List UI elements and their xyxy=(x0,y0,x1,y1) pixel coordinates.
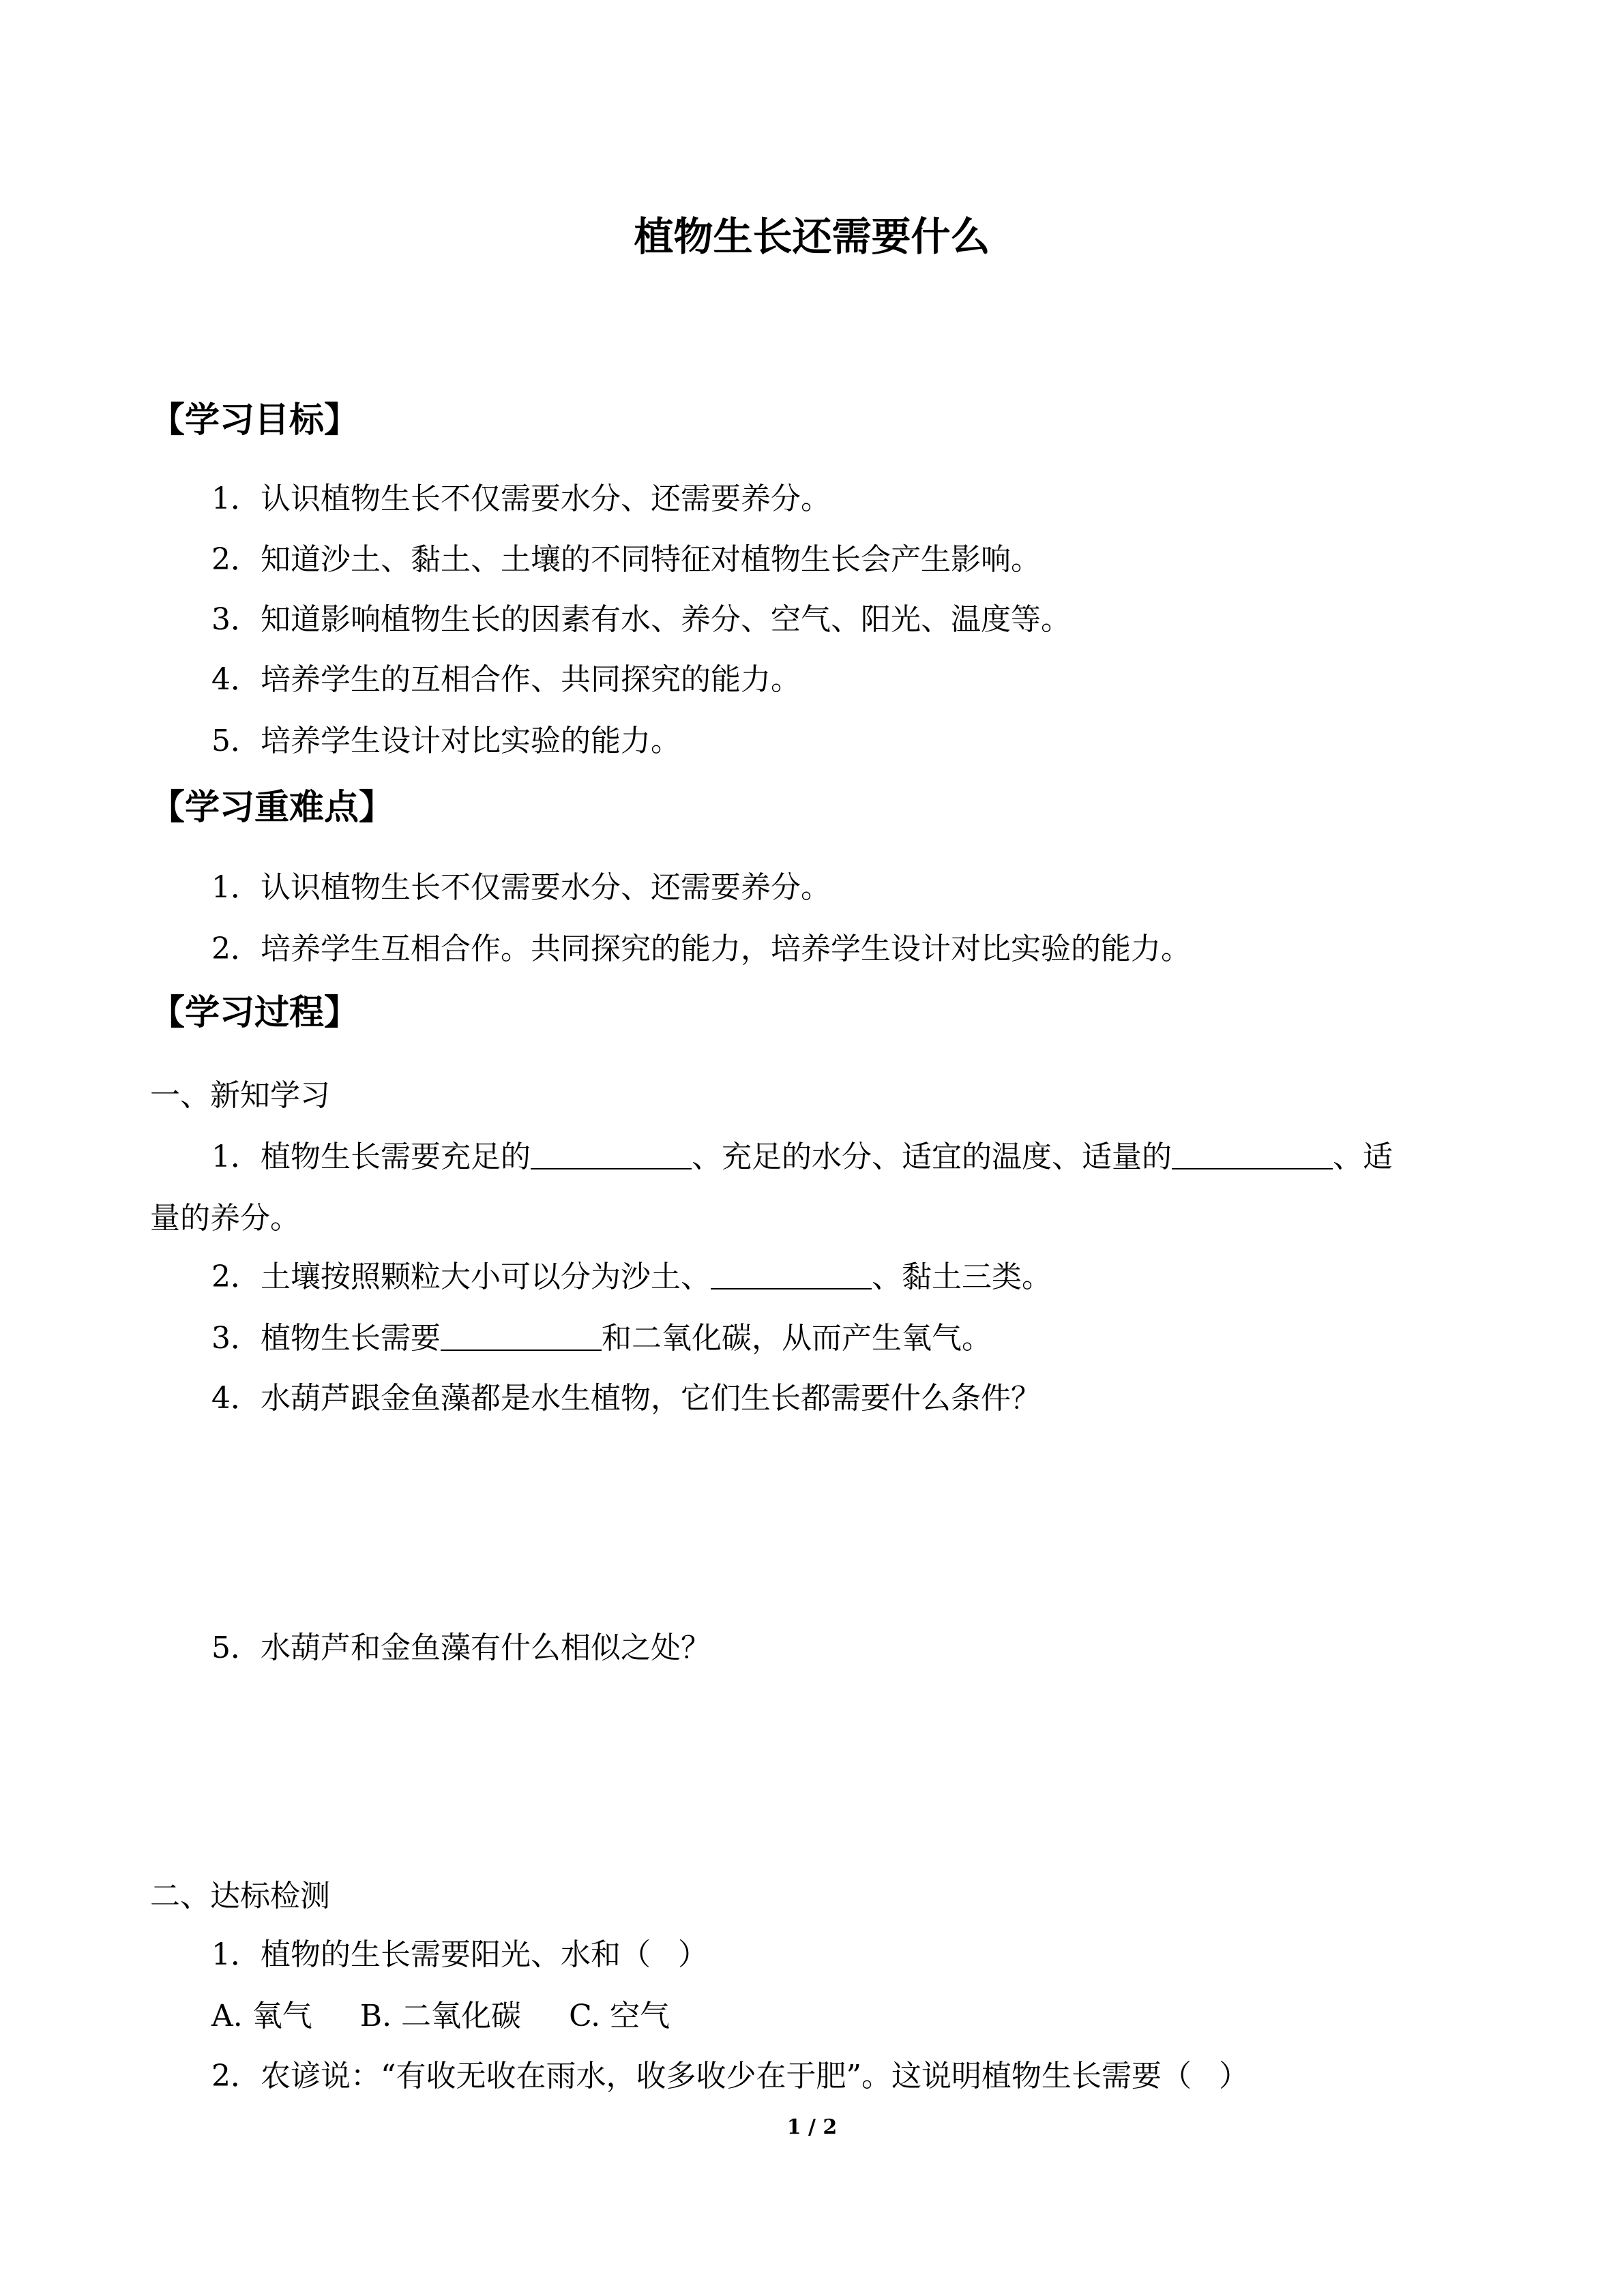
part1-question-1-continued: 量的养分。 xyxy=(150,1201,300,1236)
p2q1-text-b: ） xyxy=(678,1937,708,1972)
q1-text-c: 、适 xyxy=(1333,1139,1393,1174)
part1-title: 一、新知学习 xyxy=(150,1078,330,1113)
part1-question-1 xyxy=(211,1132,1393,1176)
option-c: C. 空气 xyxy=(569,1999,670,2033)
fill-blank-1[interactable] xyxy=(531,1138,692,1169)
fill-blank-4[interactable] xyxy=(441,1320,602,1351)
q3-text-a: 3．植物生长需要 xyxy=(211,1321,441,1356)
option-a: A. 氧气 xyxy=(211,1999,312,2033)
key-point-1: 1．认识植物生长不仅需要水分、还需要养分。 xyxy=(211,870,831,905)
part1-question-5: 5．水葫芦和金鱼藻有什么相似之处？ xyxy=(211,1630,711,1665)
goals-heading: 【学习目标】 xyxy=(150,400,359,441)
fill-blank-3[interactable] xyxy=(711,1258,872,1289)
part1-question-2 xyxy=(211,1252,1052,1296)
p2q1-text-a: 1．植物的生长需要阳光、水和（ xyxy=(211,1937,651,1972)
goal-item-3: 3．知道影响植物生长的因素有水、养分、空气、阳光、温度等。 xyxy=(211,602,1071,637)
part1-question-4: 4．水葫芦跟金鱼藻都是水生植物，它们生长都需要什么条件？ xyxy=(211,1381,1041,1416)
process-heading: 【学习过程】 xyxy=(150,993,359,1033)
goal-item-2: 2．知道沙土、黏土、土壤的不同特征对植物生长会产生影响。 xyxy=(211,542,1041,577)
q1-text-a: 1．植物生长需要充足的 xyxy=(211,1139,531,1174)
part1-question-3 xyxy=(211,1313,992,1357)
goal-item-4: 4．培养学生的互相合作、共同探究的能力。 xyxy=(211,662,801,697)
fill-blank-2[interactable] xyxy=(1172,1138,1333,1169)
goal-item-5: 5．培养学生设计对比实验的能力。 xyxy=(211,724,681,758)
option-b: B. 二氧化碳 xyxy=(359,1999,522,2033)
part2-question-2 xyxy=(211,2051,1249,2095)
q3-text-b: 和二氧化碳，从而产生氧气。 xyxy=(602,1321,992,1356)
page-title: 植物生长还需要什么 xyxy=(634,213,990,260)
p2q2-text-a: 2．农谚说：“有收无收在雨水，收多收少在于肥”。这说明植物生长需要（ xyxy=(211,2059,1192,2093)
part2-question-1 xyxy=(211,1930,708,1973)
key-point-2: 2．培养学生互相合作。共同探究的能力，培养学生设计对比实验的能力。 xyxy=(211,931,1191,966)
part2-question-1-options xyxy=(211,1991,670,2035)
q1-text-b: 、充足的水分、适宜的温度、适量的 xyxy=(692,1139,1172,1174)
page-number: 1 / 2 xyxy=(786,2115,838,2139)
q2-text-b: 、黏土三类。 xyxy=(872,1259,1052,1294)
goal-item-1: 1．认识植物生长不仅需要水分、还需要养分。 xyxy=(211,481,831,516)
p2q2-text-b: ） xyxy=(1218,2059,1249,2093)
part2-title: 二、达标检测 xyxy=(150,1879,330,1913)
q2-text-a: 2．土壤按照颗粒大小可以分为沙土、 xyxy=(211,1259,711,1294)
key-points-heading: 【学习重难点】 xyxy=(150,788,394,828)
